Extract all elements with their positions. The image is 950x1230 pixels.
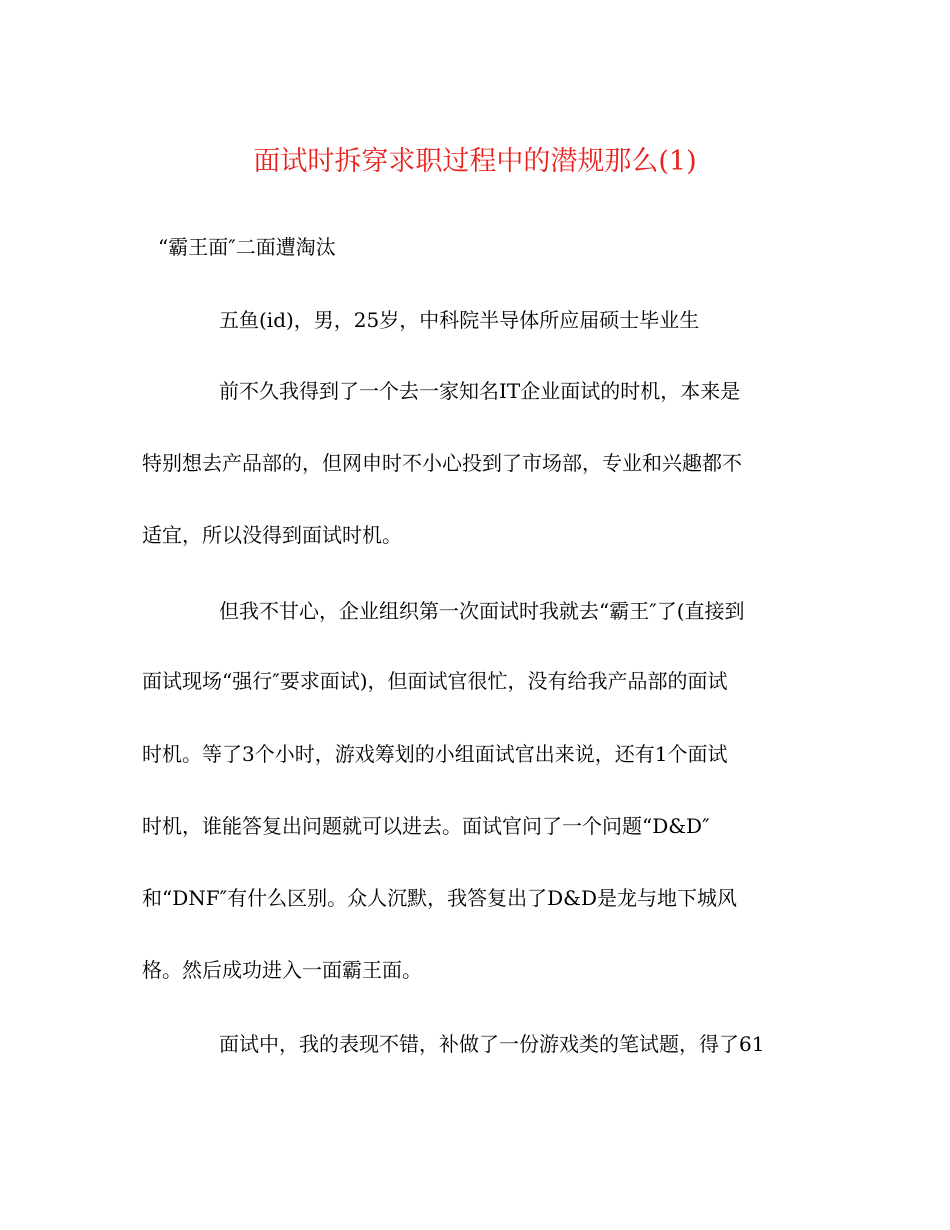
paragraph-line: 但我不甘心，企业组织第一次面试时我就去“霸王″了(直接到 [219, 599, 745, 623]
section-heading: “霸王面″二面遭淘汰 [158, 235, 336, 259]
paragraph-line: 和“DNF″有什么区别。众人沉默，我答复出了D&D是龙与地下城风 [142, 886, 737, 910]
paragraph-line: 格。然后成功进入一面霸王面。 [142, 958, 422, 982]
paragraph-line: 适宜，所以没得到面试时机。 [142, 523, 402, 547]
paragraph-line: 时机，谁能答复出问题就可以进去。面试官问了一个问题“D&D″ [142, 814, 710, 838]
paragraph-line: 前不久我得到了一个去一家知名IT企业面试的时机，本来是 [219, 379, 741, 403]
document-title: 面试时拆穿求职过程中的潜规那么(1) [253, 146, 697, 177]
paragraph-line: 时机。等了3个小时，游戏筹划的小组面试官出来说，还有1个面试 [142, 742, 728, 766]
paragraph-line: 特别想去产品部的，但网申时不小心投到了市场部，专业和兴趣都不 [142, 451, 742, 475]
paragraph-line: 面试中，我的表现不错，补做了一份游戏类的笔试题，得了61 [219, 1032, 765, 1056]
paragraph-line: 五鱼(id)，男，25岁，中科院半导体所应届硕士毕业生 [219, 308, 700, 332]
paragraph-line: 面试现场“强行″要求面试)，但面试官很忙，没有给我产品部的面试 [142, 669, 728, 693]
